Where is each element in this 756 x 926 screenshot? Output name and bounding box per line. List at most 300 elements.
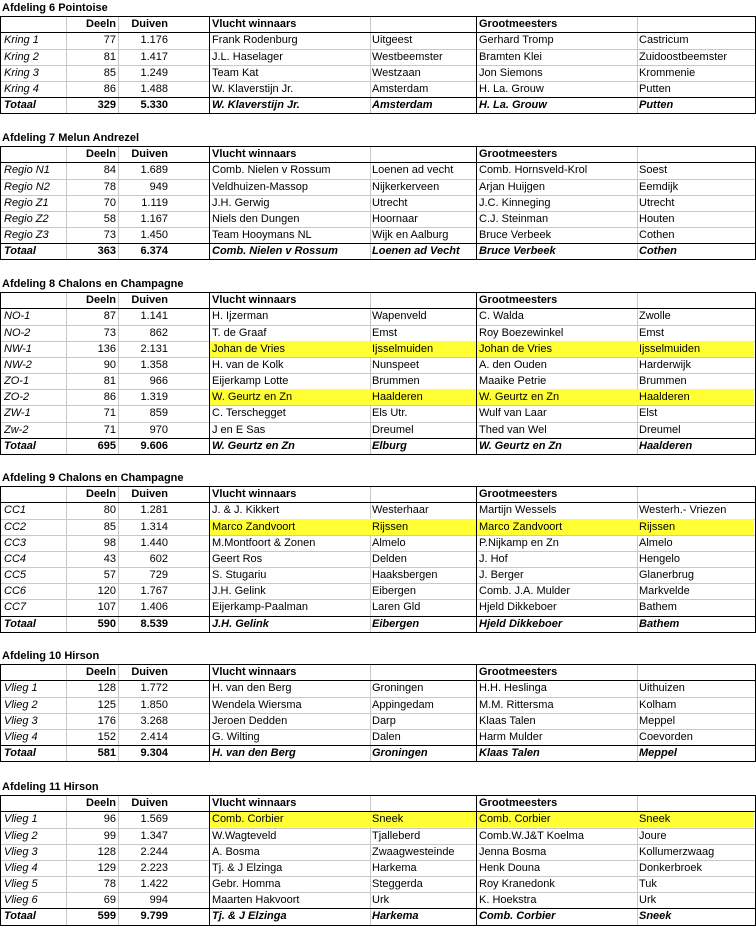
winner-place: Uitgeest [372, 34, 413, 47]
winner-place: Nijkerkerveen [372, 180, 440, 193]
column-divider [476, 486, 477, 633]
deeln-value: 99 [103, 829, 116, 842]
deeln-value: 78 [103, 180, 116, 193]
column-divider [209, 795, 210, 925]
grootmeester-place: Rijssen [639, 520, 676, 533]
winner-place: Brummen [372, 375, 420, 388]
total-deeln-value: 329 [97, 99, 116, 112]
winner-name: Marco Zandvoort [212, 520, 296, 533]
total-grootmeester-name: Hjeld Dikkeboer [479, 617, 563, 630]
grootmeester-place: Cothen [639, 229, 675, 242]
duiven-value: 1.249 [140, 66, 168, 79]
duiven-value: 1.417 [140, 50, 168, 63]
total-duiven-value: 9.799 [140, 910, 168, 923]
deeln-value: 78 [103, 878, 116, 891]
total-duiven-value: 8.539 [140, 617, 168, 630]
grootmeester-place: Harderwijk [639, 358, 691, 371]
grootmeester-name: J.C. Kinneging [479, 196, 551, 209]
deeln-value: 176 [97, 714, 116, 727]
header-duiven-value: Duiven [131, 797, 168, 810]
row-label: CC3 [4, 536, 27, 549]
total-grootmeester-place: Bathem [639, 617, 680, 630]
total-grootmeester-name: Klaas Talen [479, 747, 540, 760]
deeln-value: 69 [103, 894, 116, 907]
winner-name: G. Wilting [212, 730, 260, 743]
deeln-value: 86 [103, 391, 116, 404]
winner-place: Dreumel [372, 423, 414, 436]
winner-place: Amsterdam [372, 82, 429, 95]
winner-name: H. Ijzerman [212, 310, 269, 323]
total-grootmeester-name: Comb. Corbier [479, 910, 556, 923]
winner-place: Sneek [372, 813, 404, 826]
grootmeester-name: Roy Kranedonk [479, 878, 555, 891]
winner-name: J en E Sas [212, 423, 266, 436]
row-label: CC7 [4, 601, 27, 614]
grootmeester-place: Urk [639, 894, 657, 907]
grootmeester-name: H. La. Grouw [479, 82, 544, 95]
winner-place: Haalderen [372, 391, 423, 404]
row-label: Kring 1 [4, 34, 39, 47]
total-winner-name: H. van den Berg [212, 747, 296, 760]
duiven-value: 1.406 [140, 601, 168, 614]
total-grootmeester-place: Haalderen [639, 439, 693, 452]
winner-name: H. van de Kolk [212, 358, 284, 371]
row-label: Regio N1 [4, 164, 50, 177]
header-deeln-value: Deeln [86, 797, 116, 810]
grootmeester-place: Almelo [639, 536, 673, 549]
deeln-value: 58 [103, 212, 116, 225]
grootmeester-name: C. Walda [479, 310, 524, 323]
winner-place: Almelo [372, 536, 406, 549]
section-afdeling [0, 130, 756, 259]
deeln-value: 87 [103, 310, 116, 323]
grootmeester-place: Ijsselmuiden [639, 342, 701, 355]
duiven-value: 2.244 [140, 845, 168, 858]
duiven-value: 1.772 [140, 682, 168, 695]
duiven-value: 1.347 [140, 829, 168, 842]
grootmeester-name: H.H. Heslinga [479, 682, 547, 695]
grootmeester-name: Comb. J.A. Mulder [479, 585, 571, 598]
duiven-value: 1.850 [140, 698, 168, 711]
winner-place: Westzaan [372, 66, 421, 79]
row-label: Kring 2 [4, 50, 39, 63]
section-title: Afdeling 9 Chalons en Champagne [2, 472, 184, 484]
winner-name: Wendela Wiersma [212, 698, 302, 711]
duiven-value: 602 [149, 552, 168, 565]
duiven-value: 1.281 [140, 504, 168, 517]
grootmeester-place: Eemdijk [639, 180, 679, 193]
winner-place: Westerhaar [372, 504, 429, 517]
winner-name: Team Kat [212, 66, 259, 79]
winner-name: Team Hooymans NL [212, 229, 312, 242]
deeln-value: 85 [103, 520, 116, 533]
row-label: Regio Z3 [4, 229, 49, 242]
row-label: NO-1 [4, 310, 31, 323]
row-label: Kring 4 [4, 82, 39, 95]
header-winner-name: Vlucht winnaars [212, 294, 297, 307]
duiven-value: 949 [149, 180, 168, 193]
total-winner-name: Comb. Nielen v Rossum [212, 245, 338, 258]
grootmeester-place: Uithuizen [639, 682, 685, 695]
duiven-value: 1.167 [140, 212, 168, 225]
duiven-value: 1.440 [140, 536, 168, 549]
header-divider [0, 162, 756, 163]
header-duiven-value: Duiven [131, 18, 168, 31]
grootmeester-place: Donkerbroek [639, 861, 702, 874]
winner-name: T. de Graaf [212, 326, 267, 339]
winner-name: Eijerkamp Lotte [212, 375, 289, 388]
total-divider [0, 438, 756, 439]
winner-name: H. van den Berg [212, 682, 292, 695]
section-afdeling [0, 276, 756, 454]
grootmeester-name: M.M. Rittersma [479, 698, 554, 711]
deeln-value: 125 [97, 698, 116, 711]
total-row-label: Totaal [4, 439, 36, 452]
header-divider [0, 32, 756, 33]
grootmeester-name: J. Hof [479, 552, 508, 565]
total-divider [0, 243, 756, 244]
grootmeester-name: C.J. Steinman [479, 212, 549, 225]
header-grootmeester-name: Grootmeesters [479, 666, 558, 679]
grootmeester-name: Jon Siemons [479, 66, 543, 79]
duiven-value: 2.223 [140, 861, 168, 874]
grootmeester-place: Zuidoostbeemster [639, 50, 728, 63]
row-label: CC6 [4, 585, 27, 598]
deeln-value: 81 [103, 375, 116, 388]
row-label: Vlieg 6 [4, 894, 38, 907]
grootmeester-place: Brummen [639, 375, 687, 388]
row-label: Vlieg 1 [4, 682, 38, 695]
winner-place: Els Utr. [372, 407, 408, 420]
duiven-value: 729 [149, 569, 168, 582]
total-divider [0, 97, 756, 98]
grootmeester-place: Castricum [639, 34, 689, 47]
grootmeester-place: Utrecht [639, 196, 675, 209]
winner-name: Johan de Vries [212, 342, 285, 355]
winner-name: Frank Rodenburg [212, 34, 298, 47]
winner-name: Geert Ros [212, 552, 263, 565]
winner-name: W. Klaverstijn Jr. [212, 82, 294, 95]
row-label: Vlieg 4 [4, 861, 38, 874]
deeln-value: 120 [97, 585, 116, 598]
winner-place: Wapenveld [372, 310, 427, 323]
total-deeln-value: 599 [97, 910, 116, 923]
column-divider [476, 795, 477, 925]
header-grootmeester-name: Grootmeesters [479, 488, 558, 501]
grootmeester-name: Gerhard Tromp [479, 34, 554, 47]
header-winner-name: Vlucht winnaars [212, 666, 297, 679]
total-row-label: Totaal [4, 99, 36, 112]
section-title: Afdeling 10 Hirson [2, 650, 100, 662]
total-winner-name: J.H. Gelink [212, 617, 269, 630]
deeln-value: 129 [97, 861, 116, 874]
deeln-value: 85 [103, 66, 116, 79]
row-label: Vlieg 5 [4, 878, 38, 891]
grootmeester-name: Jenna Bosma [479, 845, 547, 858]
duiven-value: 1.422 [140, 878, 168, 891]
winner-place: Zwaagwesteinde [372, 845, 455, 858]
deeln-value: 84 [103, 164, 116, 177]
deeln-value: 73 [103, 229, 116, 242]
column-divider [476, 292, 477, 455]
deeln-value: 90 [103, 358, 116, 371]
duiven-value: 1.358 [140, 358, 168, 371]
row-label: Vlieg 2 [4, 829, 38, 842]
header-winner-name: Vlucht winnaars [212, 148, 297, 161]
grootmeester-name: Maaike Petrie [479, 375, 547, 388]
total-deeln-value: 590 [97, 617, 116, 630]
total-winner-name: W. Geurtz en Zn [212, 439, 295, 452]
total-grootmeester-name: W. Geurtz en Zn [479, 439, 562, 452]
grootmeester-place: Westerh.- Vriezen [639, 504, 727, 517]
total-winner-name: Tj. & J Elzinga [212, 910, 287, 923]
winner-place: Laren Gld [372, 601, 421, 614]
grootmeester-name: A. den Ouden [479, 358, 547, 371]
winner-name: W.Wagteveld [212, 829, 277, 842]
total-winner-place: Eibergen [372, 617, 420, 630]
grootmeester-place: Zwolle [639, 310, 671, 323]
row-label: Vlieg 2 [4, 698, 38, 711]
grootmeester-name: Thed van Wel [479, 423, 547, 436]
total-row-label: Totaal [4, 617, 36, 630]
grootmeester-place: Elst [639, 407, 658, 420]
section-title: Afdeling 6 Pointoise [2, 2, 108, 14]
winner-name: Tj. & J Elzinga [212, 861, 283, 874]
winner-place: Steggerda [372, 878, 423, 891]
row-label: NW-1 [4, 342, 32, 355]
deeln-value: 107 [97, 601, 116, 614]
grootmeester-name: Marco Zandvoort [479, 520, 563, 533]
deeln-value: 77 [103, 34, 116, 47]
grootmeester-place: Markvelde [639, 585, 690, 598]
winner-place: Appingedam [372, 698, 434, 711]
total-winner-place: Loenen ad Vecht [372, 245, 460, 258]
grootmeester-name: Comb. Corbier [479, 813, 551, 826]
section-border [0, 486, 756, 633]
total-deeln-value: 695 [97, 439, 116, 452]
winner-place: Haaksbergen [372, 569, 438, 582]
section-afdeling [0, 648, 756, 761]
row-label: Regio Z1 [4, 196, 49, 209]
row-label: Kring 3 [4, 66, 39, 79]
section-border [0, 16, 756, 114]
header-deeln-value: Deeln [86, 488, 116, 501]
winner-place: Delden [372, 552, 407, 565]
winner-place: Dalen [372, 730, 401, 743]
winner-name: Jeroen Dedden [212, 714, 288, 727]
grootmeester-name: Martijn Wessels [479, 504, 557, 517]
total-grootmeester-place: Cothen [639, 245, 677, 258]
grootmeester-name: Comb. Hornsveld-Krol [479, 164, 588, 177]
winner-name: Maarten Hakvoort [212, 894, 300, 907]
row-label: Vlieg 4 [4, 730, 38, 743]
section-border [0, 664, 756, 762]
deeln-value: 71 [103, 423, 116, 436]
row-label: Regio Z2 [4, 212, 49, 225]
winner-name: C. Terschegget [212, 407, 286, 420]
winner-place: Eibergen [372, 585, 417, 598]
winner-place: Loenen ad vecht [372, 164, 454, 177]
row-label: CC1 [4, 504, 27, 517]
total-duiven-value: 6.374 [140, 245, 168, 258]
section-afdeling [0, 0, 756, 113]
column-divider [209, 486, 210, 633]
winner-place: Tjalleberd [372, 829, 421, 842]
row-label: Regio N2 [4, 180, 50, 193]
deeln-value: 128 [97, 845, 116, 858]
winner-place: Rijssen [372, 520, 409, 533]
column-divider [476, 16, 477, 114]
duiven-value: 1.314 [140, 520, 168, 533]
winner-name: Eijerkamp-Paalman [212, 601, 308, 614]
header-divider [0, 680, 756, 681]
header-deeln-value: Deeln [86, 294, 116, 307]
total-grootmeester-name: Bruce Verbeek [479, 245, 556, 258]
duiven-value: 1.569 [140, 813, 168, 826]
duiven-value: 3.268 [140, 714, 168, 727]
grootmeester-name: Henk Douna [479, 861, 541, 874]
total-winner-place: Amsterdam [372, 99, 433, 112]
winner-name: J.H. Gelink [212, 585, 266, 598]
header-winner-name: Vlucht winnaars [212, 18, 297, 31]
header-divider [0, 502, 756, 503]
deeln-value: 136 [97, 342, 116, 355]
grootmeester-place: Bathem [639, 601, 677, 614]
deeln-value: 96 [103, 813, 116, 826]
winner-name: J.H. Gerwig [212, 196, 270, 209]
header-divider [0, 811, 756, 812]
total-winner-place: Elburg [372, 439, 407, 452]
duiven-value: 1.319 [140, 391, 168, 404]
row-label: NO-2 [4, 326, 31, 339]
winner-place: Darp [372, 714, 396, 727]
header-duiven-value: Duiven [131, 666, 168, 679]
header-divider [0, 308, 756, 309]
row-label: Vlieg 3 [4, 845, 38, 858]
duiven-value: 994 [149, 894, 168, 907]
winner-name: J.L. Haselager [212, 50, 283, 63]
winner-name: M.Montfoort & Zonen [212, 536, 316, 549]
duiven-value: 970 [149, 423, 168, 436]
total-divider [0, 745, 756, 746]
total-grootmeester-name: H. La. Grouw [479, 99, 547, 112]
deeln-value: 152 [97, 730, 116, 743]
total-duiven-value: 9.606 [140, 439, 168, 452]
grootmeester-name: P.Nijkamp en Zn [479, 536, 559, 549]
column-divider [209, 292, 210, 455]
grootmeester-name: Arjan Huijgen [479, 180, 546, 193]
header-grootmeester-name: Grootmeesters [479, 148, 558, 161]
row-label: Vlieg 3 [4, 714, 38, 727]
grootmeester-place: Tuk [639, 878, 657, 891]
total-divider [0, 616, 756, 617]
duiven-value: 1.488 [140, 82, 168, 95]
winner-name: Niels den Dungen [212, 212, 300, 225]
grootmeester-place: Glanerbrug [639, 569, 695, 582]
grootmeester-name: Harm Mulder [479, 730, 543, 743]
section-title: Afdeling 11 Hirson [2, 781, 99, 793]
deeln-value: 128 [97, 682, 116, 695]
column-divider [209, 664, 210, 762]
winner-name: S. Stugariu [212, 569, 267, 582]
winner-name: Veldhuizen-Massop [212, 180, 309, 193]
total-duiven-value: 9.304 [140, 747, 168, 760]
grootmeester-place: Meppel [639, 714, 676, 727]
grootmeester-place: Krommenie [639, 66, 696, 79]
deeln-value: 43 [103, 552, 116, 565]
section-title: Afdeling 8 Chalons en Champagne [2, 278, 184, 290]
grootmeester-place: Haalderen [639, 391, 690, 404]
section-border [0, 292, 756, 455]
header-duiven-value: Duiven [131, 148, 168, 161]
grootmeester-place: Kollumerzwaag [639, 845, 715, 858]
grootmeester-name: Klaas Talen [479, 714, 536, 727]
total-deeln-value: 581 [97, 747, 116, 760]
grootmeester-name: Bruce Verbeek [479, 229, 552, 242]
section-border [0, 795, 756, 925]
winner-place: Urk [372, 894, 390, 907]
duiven-value: 862 [149, 326, 168, 339]
winner-name: W. Geurtz en Zn [212, 391, 293, 404]
grootmeester-name: Hjeld Dikkeboer [479, 601, 557, 614]
total-divider [0, 908, 756, 909]
row-label: CC4 [4, 552, 27, 565]
column-divider [209, 16, 210, 114]
grootmeester-place: Soest [639, 164, 668, 177]
grootmeester-place: Kolham [639, 698, 677, 711]
winner-place: Harkema [372, 861, 417, 874]
grootmeester-place: Putten [639, 82, 671, 95]
header-grootmeester-name: Grootmeesters [479, 18, 558, 31]
grootmeester-name: Johan de Vries [479, 342, 552, 355]
header-winner-name: Vlucht winnaars [212, 797, 297, 810]
row-label: ZO-2 [4, 391, 30, 404]
section-afdeling [0, 779, 756, 925]
grootmeester-place: Emst [639, 326, 665, 339]
header-grootmeester-name: Grootmeesters [479, 294, 558, 307]
total-winner-place: Groningen [372, 747, 428, 760]
duiven-value: 1.767 [140, 585, 168, 598]
winner-name: Comb. Nielen v Rossum [212, 164, 331, 177]
deeln-value: 57 [103, 569, 116, 582]
row-label: ZW-1 [4, 407, 31, 420]
duiven-value: 966 [149, 375, 168, 388]
row-label: CC5 [4, 569, 27, 582]
section-title: Afdeling 7 Melun Andrezel [2, 132, 140, 144]
deeln-value: 71 [103, 407, 116, 420]
grootmeester-name: Roy Boezewinkel [479, 326, 564, 339]
deeln-value: 80 [103, 504, 116, 517]
grootmeester-name: Bramten Klei [479, 50, 542, 63]
row-label: ZO-1 [4, 375, 30, 388]
total-row-label: Totaal [4, 747, 36, 760]
grootmeester-place: Houten [639, 212, 675, 225]
winner-place: Hoornaar [372, 212, 418, 225]
winner-name: J. & J. Kikkert [212, 504, 280, 517]
grootmeester-name: K. Hoekstra [479, 894, 537, 907]
header-deeln-value: Deeln [86, 666, 116, 679]
total-grootmeester-place: Putten [639, 99, 674, 112]
duiven-value: 1.141 [140, 310, 168, 323]
total-winner-name: W. Klaverstijn Jr. [212, 99, 300, 112]
total-row-label: Totaal [4, 910, 36, 923]
winner-place: Nunspeet [372, 358, 420, 371]
row-label: Vlieg 1 [4, 813, 38, 826]
duiven-value: 2.414 [140, 730, 168, 743]
deeln-value: 73 [103, 326, 116, 339]
section-afdeling [0, 470, 756, 632]
grootmeester-place: Dreumel [639, 423, 681, 436]
